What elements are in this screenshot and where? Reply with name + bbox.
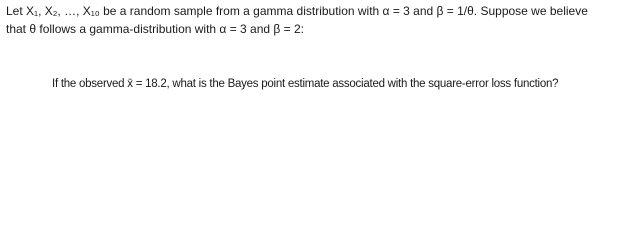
problem-line-1: Let X₁, X₂, …, X₁₀ be a random sample from a gamma distribution with α = 3 and β = 1/θ. Suppose we believe: [6, 4, 588, 18]
problem-line-2: that θ follows a gamma-distribution with α = 3 and β = 2:: [6, 22, 304, 36]
problem-statement: [6, 2, 630, 38]
question-text: If the observed x̄ = 18.2, what is the Bayes point estimate associated with the square-error loss function?: [52, 78, 559, 90]
